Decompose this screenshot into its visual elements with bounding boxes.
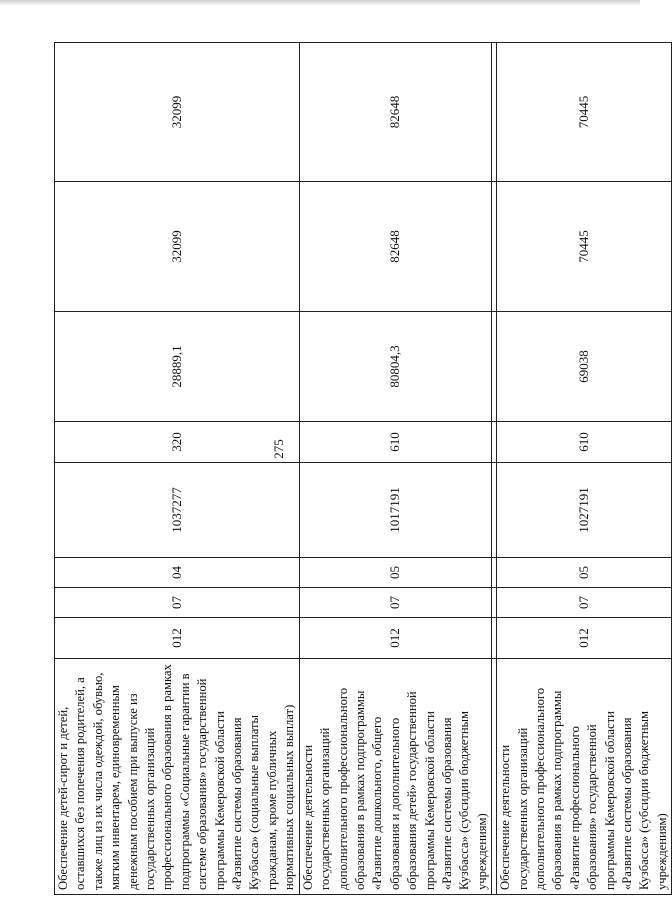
section-code: 07 bbox=[299, 588, 491, 618]
amount-year-2: 70445 bbox=[497, 182, 672, 312]
target-article-code: 1037277 bbox=[55, 463, 300, 558]
row-description: Обеспечение деятельности государственных организаций дополнительного профессионального образования в рамках подпрограммы «Развитие дошкольного, общего образования и дополнительного образования детей» государственной программы Кемеровской области «Развитие системы образования Кузбасса» (субсидии бюджетным учреждениям) bbox=[299, 659, 491, 895]
ministry-code: 012 bbox=[299, 618, 491, 659]
expense-type-code: 610 bbox=[497, 422, 672, 463]
rotated-table-frame bbox=[54, 43, 669, 895]
amount-year-2: 32099 bbox=[55, 182, 300, 312]
budget-table bbox=[54, 42, 672, 895]
section-code: 07 bbox=[497, 588, 672, 618]
amount-year-1: 80804,3 bbox=[299, 312, 491, 422]
subsection-code: 05 bbox=[299, 558, 491, 588]
amount-year-2: 82648 bbox=[299, 182, 491, 312]
section-code: 07 bbox=[55, 588, 300, 618]
row-description: Обеспечение деятельности государственных организаций дополнительного профессионального образования в рамках подпрограммы «Развитие профессионального образования» государственной программы Кемеровской области «Развитие системы образования Кузбасса» (субсидии бюджетным учреждениям) bbox=[497, 659, 672, 895]
amount-year-3: 32099 bbox=[55, 43, 300, 182]
subsection-code: 04 bbox=[55, 558, 300, 588]
target-article-code: 1027191 bbox=[497, 463, 672, 558]
amount-year-3: 70445 bbox=[497, 43, 672, 182]
table-row bbox=[55, 43, 300, 895]
row-description: Обеспечение детей-сирот и детей, оставшихся без попечения родителей, а также лиц из их числа одеждой, обувью, мягким инвентарем, единовременным денежным пособием при выпуске из государственных организаций профессионального образования в рамках подпрограммы «Социальные гарантии в системе образования» государственной программы Кемеровской области «Развитие системы образования Кузбасса» (социальные выплаты гражданам, кроме публичных нормативных социальных выплат) bbox=[55, 659, 300, 895]
table-row bbox=[299, 43, 491, 895]
table-row bbox=[497, 43, 672, 895]
subsection-code: 05 bbox=[497, 558, 672, 588]
amount-year-1: 28889,1 bbox=[55, 312, 300, 422]
expense-type-code: 610 bbox=[299, 422, 491, 463]
amount-year-1: 69038 bbox=[497, 312, 672, 422]
target-article-code: 1017191 bbox=[299, 463, 491, 558]
amount-year-3: 82648 bbox=[299, 43, 491, 182]
page-number: 275 bbox=[271, 439, 286, 459]
expense-type-code: 320 bbox=[55, 422, 300, 463]
scan-top-edge bbox=[0, 0, 640, 6]
ministry-code: 012 bbox=[497, 618, 672, 659]
ministry-code: 012 bbox=[55, 618, 300, 659]
